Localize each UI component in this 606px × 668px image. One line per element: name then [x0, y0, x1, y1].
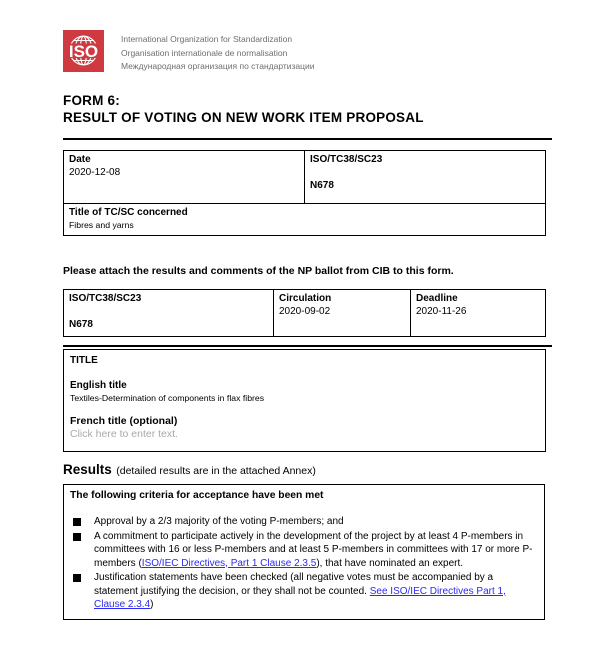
deadline-date: 2020-11-26: [416, 305, 467, 317]
iso-logo-text: ISO: [68, 41, 99, 61]
tc-title-label: Title of TC/SC concerned: [69, 206, 188, 218]
date-value: 2020-12-08: [69, 166, 121, 178]
criteria-title: The following criteria for acceptance have been met: [70, 489, 324, 501]
criterion-text: Approval by a 2/3 majority of the voting P-members; and: [94, 516, 344, 527]
circulation-label: Circulation: [279, 292, 332, 304]
directives-link[interactable]: See ISO/IEC Directives Part 1, Clause 2.3.4: [94, 585, 506, 610]
document-number: N678: [310, 179, 334, 191]
english-title-label: English title: [70, 379, 127, 391]
ballot-document-number: N678: [69, 318, 93, 330]
french-title-placeholder[interactable]: Click here to enter text.: [70, 427, 178, 440]
criterion-item: [70, 530, 535, 571]
results-box: [63, 484, 545, 620]
attach-instruction: Please attach the results and comments of the NP ballot from CIB to this form.: [63, 264, 454, 277]
criteria-list: [70, 515, 535, 612]
info-table: [63, 150, 546, 236]
org-name-ru: Международная организация по стандартизации: [121, 61, 315, 71]
ballot-committee-cell: [64, 289, 274, 336]
results-heading-text: Results: [63, 461, 112, 477]
circulation-date: 2020-09-02: [279, 305, 331, 317]
criterion-item: [70, 571, 535, 612]
filled-square-bullet: [73, 533, 81, 541]
form-title-line1: FORM 6:: [63, 92, 120, 108]
form-title-line2: RESULT OF VOTING ON NEW WORK ITEM PROPOSAL: [63, 109, 424, 125]
org-name-en: International Organization for Standardization: [121, 34, 293, 44]
title-section-heading: TITLE: [70, 354, 98, 366]
iso-logo-icon: [63, 30, 104, 72]
date-cell: [64, 150, 305, 203]
directives-link[interactable]: ISO/IEC Directives, Part 1 Clause 2.3.5: [141, 557, 317, 569]
criterion-text: A commitment to participate actively in the development of the project by at least 4 P-members in committees with 16 or less P-members and at least 5 P-members in committees with 17 or more P-members (ISO/IEC Directives, Part 1 Clause 2.3.5), that have nominated an expert.: [94, 530, 533, 569]
criterion-item: [70, 515, 535, 529]
tc-title-cell: [64, 203, 546, 235]
title-box: [63, 349, 546, 452]
committee-cell: [305, 150, 546, 203]
results-heading-note: (detailed results are in the attached Annex): [116, 464, 316, 477]
deadline-cell: [411, 289, 546, 336]
ballot-committee: ISO/TC38/SC23: [69, 292, 142, 304]
results-heading: [63, 461, 606, 479]
filled-square-bullet: [73, 574, 81, 582]
form-title: [63, 92, 606, 126]
date-label: Date: [69, 153, 91, 165]
org-name-fr: Organisation internationale de normalisation: [121, 47, 288, 58]
iso-header: [63, 30, 606, 74]
committee-reference: ISO/TC38/SC23: [310, 153, 383, 165]
criterion-text: Justification statements have been checked (all negative votes must be accompanied by a statement justifying the decision, or they shall not be counted. See ISO/IEC Directives Part 1, Clause 2.3.4): [94, 572, 506, 610]
english-title-value: Textiles-Determination of components in flax fibres: [70, 392, 265, 403]
divider-rule-top: [63, 138, 552, 140]
circulation-cell: [274, 289, 411, 336]
deadline-label: Deadline: [416, 292, 458, 304]
ballot-table: [63, 289, 546, 337]
filled-square-bullet: [73, 518, 81, 526]
tc-title-value: Fibres and yarns: [69, 219, 134, 230]
org-name-block: [121, 30, 315, 74]
divider-rule-middle: [63, 345, 552, 347]
french-title-label: French title (optional): [70, 414, 178, 427]
